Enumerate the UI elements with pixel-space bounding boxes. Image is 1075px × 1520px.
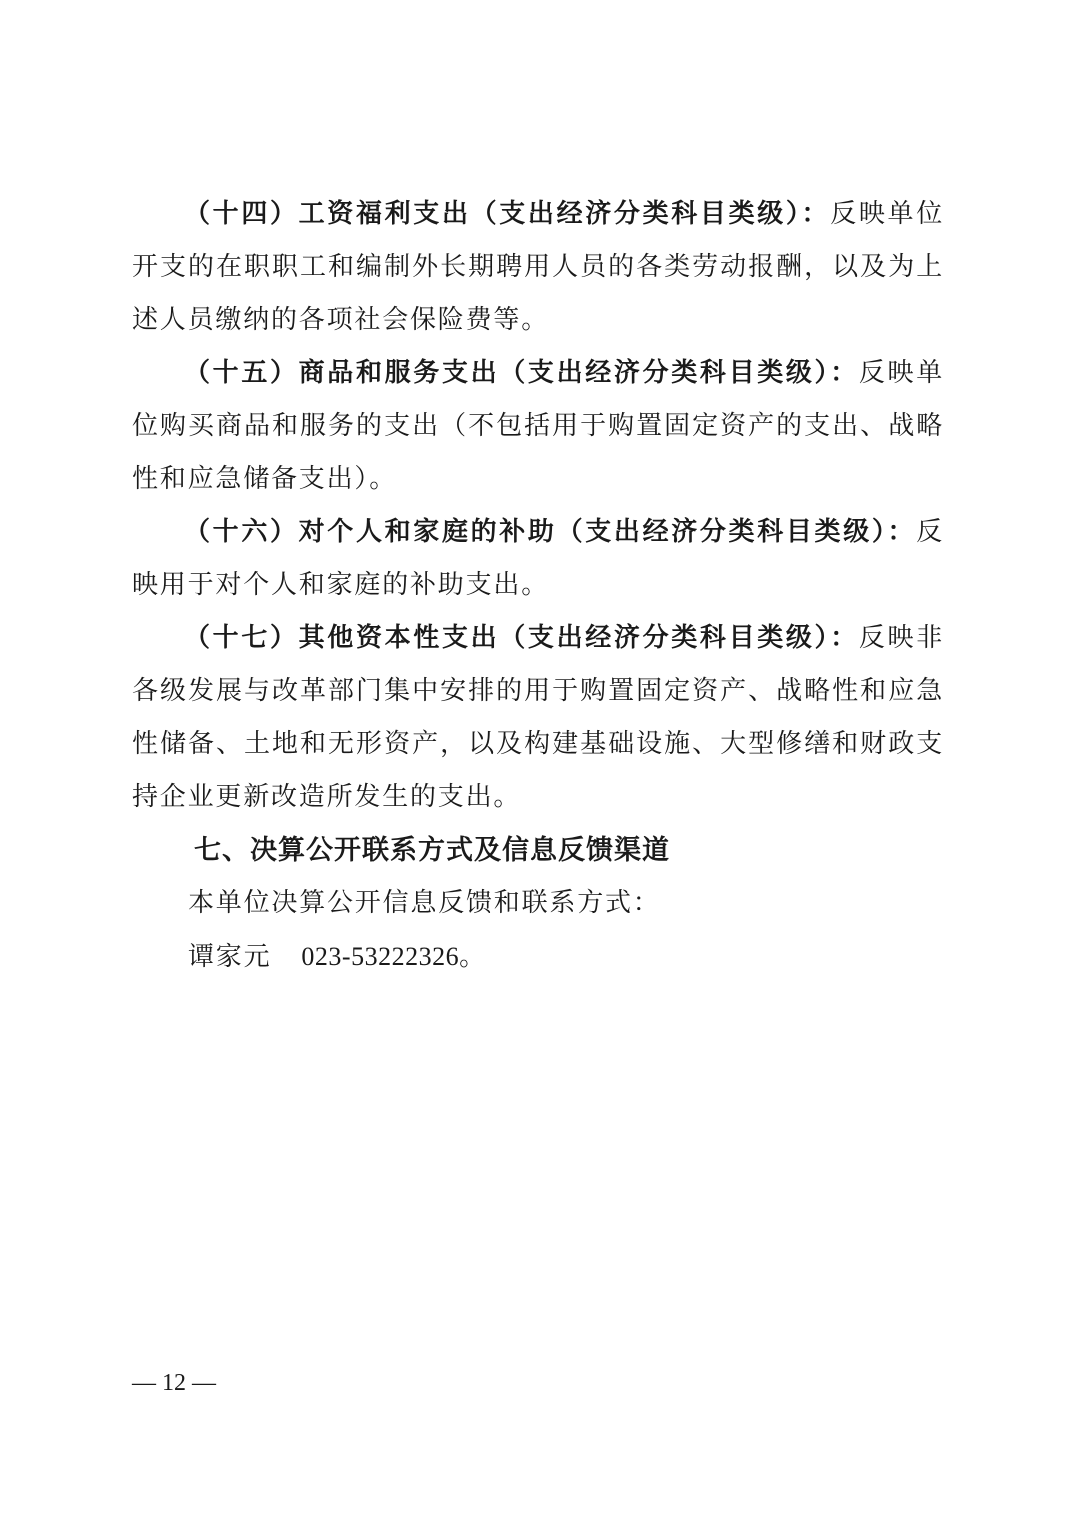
document-body xyxy=(132,188,944,984)
paragraph-text: 反映单位购买商品和服务的支出（不包括用于购置固定资产的支出、战略性和应急储备支出）。 xyxy=(132,358,944,494)
paragraph-lead: （十五）商品和服务支出（支出经济分类科目类级）： xyxy=(184,358,859,388)
paragraph-lead: （十七）其他资本性支出（支出经济分类科目类级）： xyxy=(184,623,859,653)
contact-intro: 本单位决算公开信息反馈和联系方式： xyxy=(188,888,661,918)
contact-line xyxy=(132,930,944,984)
contact-phone: 023-53222326。 xyxy=(301,942,486,971)
paragraph-lead: （十六）对个人和家庭的补助（支出经济分类科目类级）： xyxy=(184,517,917,547)
paragraph-wage-welfare xyxy=(132,188,944,347)
contact-name: 谭家元 xyxy=(188,942,272,972)
paragraph-lead: （十四）工资福利支出（支出经济分类科目类级）： xyxy=(184,199,831,229)
paragraph-text: 反映非各级发展与改革部门集中安排的用于购置固定资产、战略性和应急性储备、土地和无形资产，以及构建基础设施、大型修缮和财政支持企业更新改造所发生的支出。 xyxy=(132,623,944,812)
paragraph-text: 反映用于对个人和家庭的补助支出。 xyxy=(132,517,944,600)
paragraph-goods-services xyxy=(132,347,944,506)
page-number: — 12 — xyxy=(132,1370,216,1396)
paragraph-text: 反映单位开支的在职职工和编制外长期聘用人员的各类劳动报酬，以及为上述人员缴纳的各项社会保险费等。 xyxy=(132,199,945,335)
section-heading: 七、决算公开联系方式及信息反馈渠道 xyxy=(194,835,670,866)
paragraph-other-capital xyxy=(132,612,944,824)
paragraph-household-subsidy xyxy=(132,506,944,612)
